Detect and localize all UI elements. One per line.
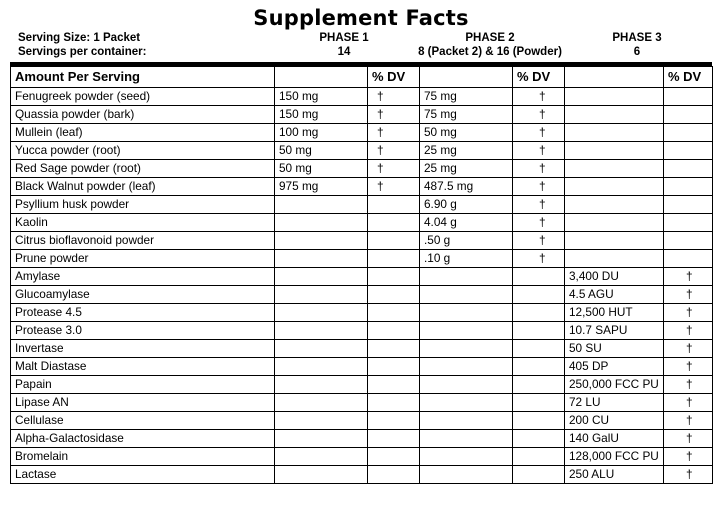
phase-1-amount: 150 mg bbox=[275, 88, 368, 106]
phase-2-amount bbox=[420, 304, 513, 322]
phase-3-amount bbox=[565, 124, 664, 142]
phase-2-dv: † bbox=[513, 88, 565, 106]
phase-1-amount bbox=[275, 232, 368, 250]
ingredient-name: Papain bbox=[11, 376, 275, 394]
phase-3-amount: 4.5 AGU bbox=[565, 286, 664, 304]
phase-1-amount bbox=[275, 358, 368, 376]
table-row bbox=[11, 430, 713, 448]
phase-1-dv bbox=[368, 268, 420, 286]
phase-3-amount: 3,400 DU bbox=[565, 268, 664, 286]
ingredient-name: Psyllium husk powder bbox=[11, 196, 275, 214]
phase-2-amount: 75 mg bbox=[420, 106, 513, 124]
phase-1-dv bbox=[368, 196, 420, 214]
ingredient-name: Protease 3.0 bbox=[11, 322, 275, 340]
phase-1-dv: † bbox=[368, 88, 420, 106]
table-row bbox=[11, 88, 713, 106]
phase-2-dv bbox=[513, 448, 565, 466]
phase-2-dv-header: % DV bbox=[513, 67, 565, 88]
phase-1-servings: 14 bbox=[337, 46, 351, 58]
phase-2-amount: .50 g bbox=[420, 232, 513, 250]
phase-1-label: PHASE 1 bbox=[319, 32, 369, 44]
phase-1-amount bbox=[275, 196, 368, 214]
table-row bbox=[11, 466, 713, 484]
table-row bbox=[11, 412, 713, 430]
table-row bbox=[11, 340, 713, 358]
phase-2-dv bbox=[513, 286, 565, 304]
phase-2-amount bbox=[420, 376, 513, 394]
table-row bbox=[11, 214, 713, 232]
table-row bbox=[11, 142, 713, 160]
ingredient-name: Prune powder bbox=[11, 250, 275, 268]
phase-3-dv: † bbox=[664, 304, 713, 322]
table-row bbox=[11, 196, 713, 214]
ingredient-name: Alpha-Galactosidase bbox=[11, 430, 275, 448]
phase-2-dv bbox=[513, 466, 565, 484]
phase-2-amount bbox=[420, 430, 513, 448]
phase-3-dv: † bbox=[664, 394, 713, 412]
table-row bbox=[11, 160, 713, 178]
phase-3-amount bbox=[565, 160, 664, 178]
table-row bbox=[11, 106, 713, 124]
phase-3-dv bbox=[664, 142, 713, 160]
supplement-facts-table bbox=[10, 66, 713, 484]
ingredient-name: Lipase AN bbox=[11, 394, 275, 412]
ingredient-name: Cellulase bbox=[11, 412, 275, 430]
phase-1-amount bbox=[275, 322, 368, 340]
phase-3-amount bbox=[565, 232, 664, 250]
phase-3-dv: † bbox=[664, 358, 713, 376]
phase-1-dv: † bbox=[368, 106, 420, 124]
table-row bbox=[11, 124, 713, 142]
phase-3-dv bbox=[664, 160, 713, 178]
phase-2-dv bbox=[513, 376, 565, 394]
phase-1-amount: 975 mg bbox=[275, 178, 368, 196]
phase-2-dv: † bbox=[513, 124, 565, 142]
ingredient-name: Mullein (leaf) bbox=[11, 124, 275, 142]
phase-2-dv bbox=[513, 268, 565, 286]
phase-1-dv bbox=[368, 430, 420, 448]
phase-3-dv: † bbox=[664, 268, 713, 286]
phase-1-amount: 100 mg bbox=[275, 124, 368, 142]
supplement-facts-title: Supplement Facts bbox=[253, 6, 469, 30]
phase-2-dv: † bbox=[513, 250, 565, 268]
phase-1-dv bbox=[368, 322, 420, 340]
phase-3-amount: 250 ALU bbox=[565, 466, 664, 484]
phase-1-amount: 150 mg bbox=[275, 106, 368, 124]
phase-1-dv bbox=[368, 340, 420, 358]
phase-3-amount: 72 LU bbox=[565, 394, 664, 412]
phase-2-amount-header bbox=[420, 67, 513, 88]
servings-per-container-label: Servings per container: bbox=[18, 46, 147, 58]
phase-2-dv: † bbox=[513, 160, 565, 178]
phase-1-amount bbox=[275, 340, 368, 358]
phase-2-amount bbox=[420, 322, 513, 340]
phase-3-servings: 6 bbox=[633, 46, 641, 58]
table-row bbox=[11, 268, 713, 286]
ingredient-name: Amylase bbox=[11, 268, 275, 286]
phase-2-dv bbox=[513, 304, 565, 322]
phase-1-amount: 50 mg bbox=[275, 142, 368, 160]
phase-3-amount bbox=[565, 196, 664, 214]
table-row bbox=[11, 394, 713, 412]
phase-3-dv: † bbox=[664, 430, 713, 448]
phase-1-amount bbox=[275, 268, 368, 286]
phase-2-dv bbox=[513, 394, 565, 412]
phase-1-dv bbox=[368, 394, 420, 412]
phase-2-amount: 25 mg bbox=[420, 142, 513, 160]
phase-2-servings: 8 (Packet 2) & 16 (Powder) bbox=[418, 46, 562, 58]
phase-2-dv: † bbox=[513, 214, 565, 232]
phase-1-amount: 50 mg bbox=[275, 160, 368, 178]
table-row bbox=[11, 448, 713, 466]
phase-3-dv: † bbox=[664, 286, 713, 304]
phase-3-dv: † bbox=[664, 322, 713, 340]
phase-1-amount bbox=[275, 376, 368, 394]
phase-2-dv: † bbox=[513, 178, 565, 196]
phase-3-dv bbox=[664, 250, 713, 268]
table-row bbox=[11, 304, 713, 322]
phase-2-dv bbox=[513, 412, 565, 430]
phase-2-amount: 25 mg bbox=[420, 160, 513, 178]
phase-3-amount bbox=[565, 142, 664, 160]
table-row bbox=[11, 178, 713, 196]
phase-3-amount bbox=[565, 88, 664, 106]
phase-3-dv bbox=[664, 196, 713, 214]
phase-2-amount bbox=[420, 412, 513, 430]
phase-1-dv bbox=[368, 286, 420, 304]
ingredient-name: Fenugreek powder (seed) bbox=[11, 88, 275, 106]
phase-3-amount: 10.7 SAPU bbox=[565, 322, 664, 340]
ingredient-name: Lactase bbox=[11, 466, 275, 484]
phase-1-amount bbox=[275, 394, 368, 412]
phase-2-label: PHASE 2 bbox=[465, 32, 515, 44]
phase-3-dv bbox=[664, 106, 713, 124]
phase-3-dv bbox=[664, 214, 713, 232]
phase-1-amount bbox=[275, 430, 368, 448]
phase-3-dv: † bbox=[664, 376, 713, 394]
table-header-row bbox=[11, 67, 713, 88]
phase-1-dv bbox=[368, 250, 420, 268]
phase-3-amount: 250,000 FCC PU bbox=[565, 376, 664, 394]
phase-2-amount bbox=[420, 286, 513, 304]
phase-2-amount bbox=[420, 340, 513, 358]
phase-2-amount bbox=[420, 268, 513, 286]
phase-1-dv bbox=[368, 214, 420, 232]
phase-1-dv: † bbox=[368, 160, 420, 178]
table-row bbox=[11, 358, 713, 376]
phase-1-dv: † bbox=[368, 142, 420, 160]
phase-1-amount bbox=[275, 214, 368, 232]
phase-2-dv: † bbox=[513, 142, 565, 160]
phase-3-dv bbox=[664, 124, 713, 142]
ingredient-name: Bromelain bbox=[11, 448, 275, 466]
phase-3-amount: 405 DP bbox=[565, 358, 664, 376]
ingredient-name: Protease 4.5 bbox=[11, 304, 275, 322]
table-row bbox=[11, 250, 713, 268]
phase-2-dv bbox=[513, 358, 565, 376]
phase-3-dv bbox=[664, 88, 713, 106]
ingredient-name: Quassia powder (bark) bbox=[11, 106, 275, 124]
ingredient-name: Invertase bbox=[11, 340, 275, 358]
phase-2-amount: 6.90 g bbox=[420, 196, 513, 214]
ingredient-name: Citrus bioflavonoid powder bbox=[11, 232, 275, 250]
phase-1-amount bbox=[275, 250, 368, 268]
ingredient-name: Black Walnut powder (leaf) bbox=[11, 178, 275, 196]
phase-3-dv: † bbox=[664, 448, 713, 466]
phase-1-dv bbox=[368, 358, 420, 376]
phase-3-dv: † bbox=[664, 412, 713, 430]
phase-3-dv: † bbox=[664, 340, 713, 358]
serving-size: Serving Size: 1 Packet bbox=[18, 32, 141, 44]
phase-3-dv: † bbox=[664, 466, 713, 484]
phase-3-label: PHASE 3 bbox=[612, 32, 662, 44]
table-row bbox=[11, 232, 713, 250]
phase-3-amount: 12,500 HUT bbox=[565, 304, 664, 322]
phase-3-dv bbox=[664, 232, 713, 250]
phase-1-dv: † bbox=[368, 178, 420, 196]
phase-1-dv bbox=[368, 412, 420, 430]
phase-1-dv bbox=[368, 448, 420, 466]
phase-1-amount bbox=[275, 412, 368, 430]
phase-2-amount bbox=[420, 358, 513, 376]
phase-1-dv bbox=[368, 376, 420, 394]
phase-2-amount: 75 mg bbox=[420, 88, 513, 106]
phase-3-amount: 128,000 FCC PU bbox=[565, 448, 664, 466]
phase-1-amount bbox=[275, 286, 368, 304]
table-row bbox=[11, 322, 713, 340]
phase-2-dv: † bbox=[513, 232, 565, 250]
phase-3-amount: 200 CU bbox=[565, 412, 664, 430]
amount-per-serving-header: Amount Per Serving bbox=[11, 67, 275, 88]
ingredient-name: Kaolin bbox=[11, 214, 275, 232]
phase-3-amount bbox=[565, 250, 664, 268]
phase-2-amount bbox=[420, 466, 513, 484]
phase-1-amount bbox=[275, 448, 368, 466]
phase-2-dv bbox=[513, 322, 565, 340]
phase-3-dv-header: % DV bbox=[664, 67, 713, 88]
phase-1-amount bbox=[275, 466, 368, 484]
phase-1-amount-header bbox=[275, 67, 368, 88]
phase-1-dv bbox=[368, 232, 420, 250]
phase-2-amount: .10 g bbox=[420, 250, 513, 268]
phase-3-dv bbox=[664, 178, 713, 196]
phase-2-amount bbox=[420, 394, 513, 412]
phase-3-amount: 50 SU bbox=[565, 340, 664, 358]
phase-1-dv-header: % DV bbox=[368, 67, 420, 88]
phase-1-dv: † bbox=[368, 124, 420, 142]
ingredient-name: Malt Diastase bbox=[11, 358, 275, 376]
phase-3-amount-header bbox=[565, 67, 664, 88]
phase-3-amount bbox=[565, 106, 664, 124]
table-row bbox=[11, 376, 713, 394]
phase-2-amount bbox=[420, 448, 513, 466]
phase-1-dv bbox=[368, 304, 420, 322]
phase-1-amount bbox=[275, 304, 368, 322]
phase-1-dv bbox=[368, 466, 420, 484]
phase-2-dv: † bbox=[513, 106, 565, 124]
table-row bbox=[11, 286, 713, 304]
ingredient-name: Yucca powder (root) bbox=[11, 142, 275, 160]
phase-2-dv bbox=[513, 340, 565, 358]
ingredient-name: Red Sage powder (root) bbox=[11, 160, 275, 178]
phase-2-amount: 4.04 g bbox=[420, 214, 513, 232]
phase-3-amount bbox=[565, 214, 664, 232]
phase-2-dv bbox=[513, 430, 565, 448]
phase-2-dv: † bbox=[513, 196, 565, 214]
phase-2-amount: 487.5 mg bbox=[420, 178, 513, 196]
phase-3-amount bbox=[565, 178, 664, 196]
ingredient-name: Glucoamylase bbox=[11, 286, 275, 304]
phase-3-amount: 140 GalU bbox=[565, 430, 664, 448]
phase-2-amount: 50 mg bbox=[420, 124, 513, 142]
